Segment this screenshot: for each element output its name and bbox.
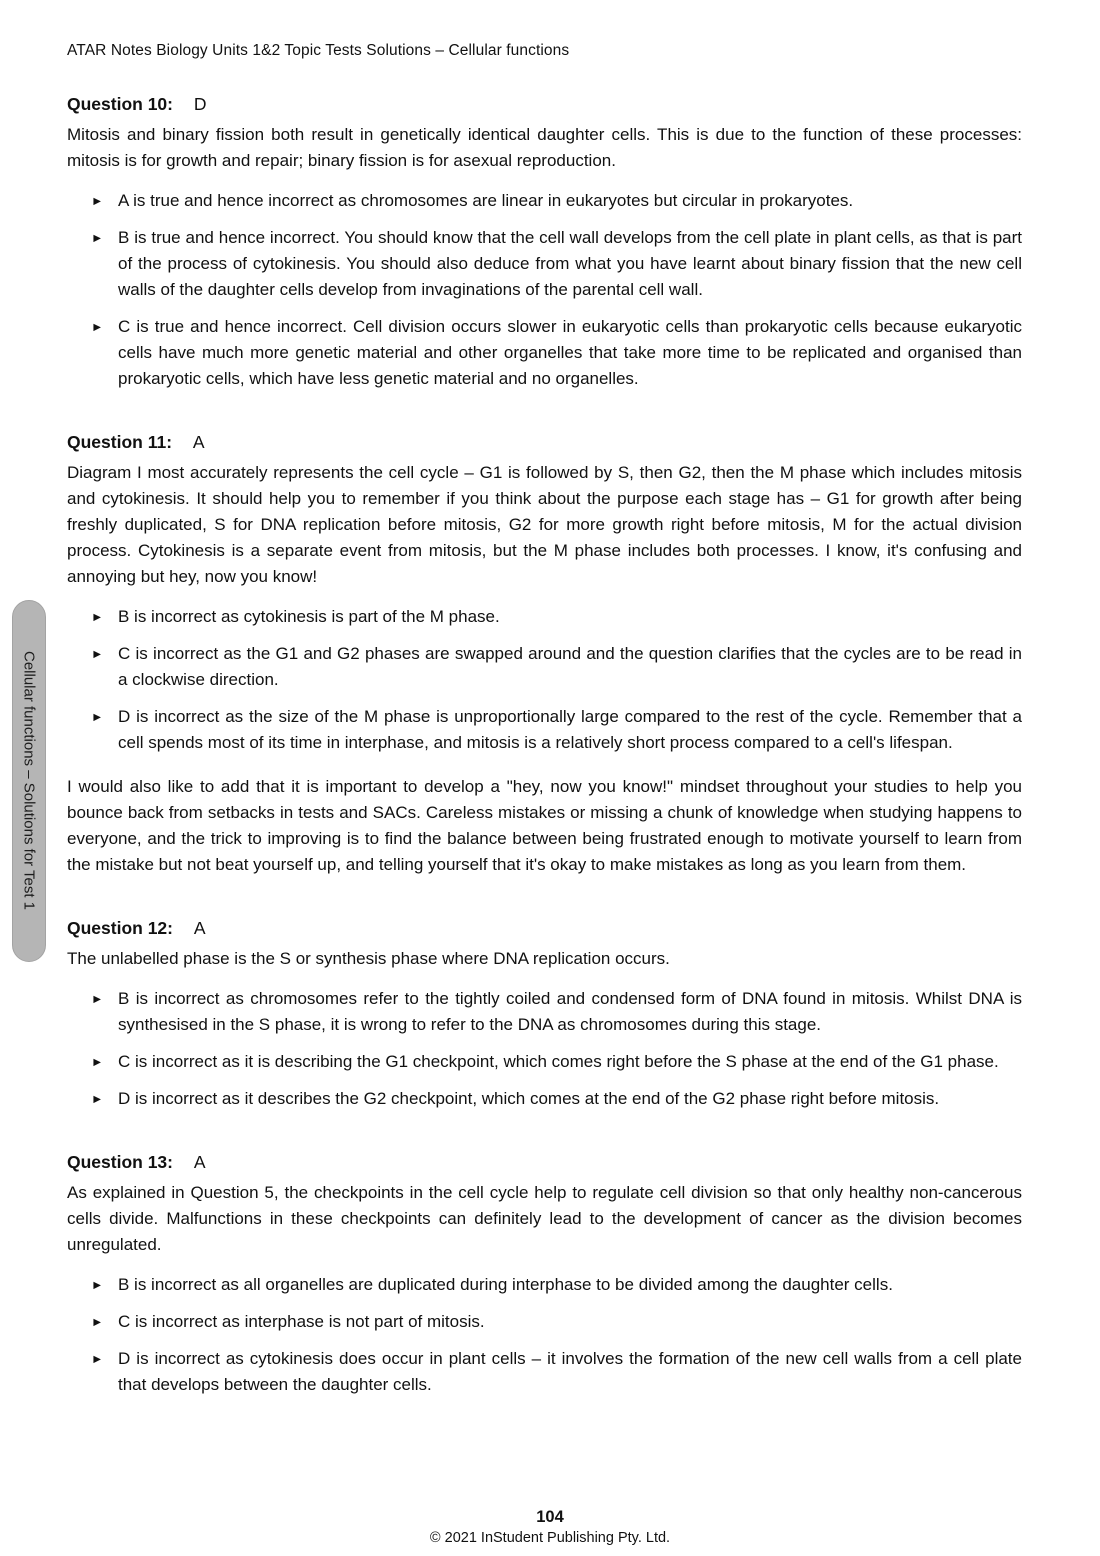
bullet-text: C is incorrect as the G1 and G2 phases are swapped around and the question clarifies that the cycles are to be read in a clockwise direction. (118, 644, 1022, 689)
bullet-item (67, 1309, 1022, 1335)
bullet-item (67, 604, 1022, 630)
advice-paragraph: I would also like to add that it is important to develop a "hey, now you know!" mindset throughout your studies to help you bounce back from setbacks in tests and SACs. Careless mistakes or missing a chunk of knowledge when studying happens to everyone, and the trick to improving is to find the balance between being frustrated enough to motivate yourself to learn from the mistake but not beat yourself up, and telling yourself that it's okay to make mistakes as long as you learn from them. (67, 777, 1022, 874)
document-footer (0, 1508, 1100, 1546)
triangle-bullet-icon: ► (91, 231, 104, 245)
question-label: Question 12: (67, 918, 173, 938)
bullet-item (67, 986, 1022, 1038)
triangle-bullet-icon: ► (91, 1278, 104, 1292)
bullet-item (67, 225, 1022, 303)
triangle-bullet-icon: ► (91, 1092, 104, 1106)
bullet-text: C is true and hence incorrect. Cell division occurs slower in eukaryotic cells than prokaryotic cells because eukaryotic cells have much more genetic material and other organelles that take more time to be replicated and organised than prokaryotic cells, which have less genetic material and no organelles. (118, 317, 1022, 388)
question-heading (67, 430, 1022, 454)
bullet-text: A is true and hence incorrect as chromosomes are linear in eukaryotes but circular in prokaryotes. (118, 191, 854, 210)
bullet-list (67, 188, 1022, 392)
question-12-section (67, 916, 1022, 1112)
question-label: Question 11: (67, 432, 173, 452)
sidebar-tab-label: Cellular functions – Solutions for Test 1 (20, 651, 38, 911)
bullet-item (67, 1346, 1022, 1398)
bullet-item (67, 1049, 1022, 1075)
triangle-bullet-icon: ► (91, 194, 104, 208)
question-answer: A (193, 1152, 206, 1172)
bullet-item (67, 188, 1022, 214)
page-number: 104 (536, 1508, 564, 1526)
document-header: ATAR Notes Biology Units 1&2 Topic Tests Solutions – Cellular functions (67, 42, 570, 59)
question-label: Question 13: (67, 1152, 173, 1172)
triangle-bullet-icon: ► (91, 647, 104, 661)
question-answer: A (193, 918, 206, 938)
bullet-item (67, 314, 1022, 392)
bullet-item (67, 641, 1022, 693)
bullet-list (67, 986, 1022, 1112)
question-intro: The unlabelled phase is the S or synthesis phase where DNA replication occurs. (67, 949, 670, 968)
bullet-text: D is incorrect as cytokinesis does occur in plant cells – it involves the formation of the new cell walls from a cell plate that develops between the daughter cells. (118, 1349, 1022, 1394)
bullet-text: B is true and hence incorrect. You should know that the cell wall develops from the cell plate in plant cells, as that is part of the process of cytokinesis. You should also deduce from what you have learnt about binary fission that the new cell walls of the daughter cells develop from invaginations of the parental cell wall. (118, 228, 1022, 299)
content (67, 92, 1022, 1409)
question-heading (67, 1150, 1022, 1174)
bullet-text: B is incorrect as chromosomes refer to the tightly coiled and condensed form of DNA found in mitosis. Whilst DNA is synthesised in the S phase, it is wrong to refer to the DNA as chromosomes during this stage. (118, 989, 1022, 1034)
question-intro: Diagram I most accurately represents the cell cycle – G1 is followed by S, then G2, then the M phase which includes mitosis and cytokinesis. It should help you to remember if you think about the purpose each stage has – G1 for growth after being freshly duplicated, S for DNA replication before mitosis, G2 for more growth right before mitosis, M for the actual division process. Cytokinesis is a separate event from mitosis, but the M phase includes both processes. I know, it's confusing and annoying but hey, now you know! (67, 463, 1022, 586)
question-13-section (67, 1150, 1022, 1398)
bullet-text: D is incorrect as it describes the G2 checkpoint, which comes at the end of the G2 phase right before mitosis. (118, 1089, 940, 1108)
bullet-text: C is incorrect as it is describing the G1 checkpoint, which comes right before the S phase at the end of the G1 phase. (118, 1052, 999, 1071)
triangle-bullet-icon: ► (91, 710, 104, 724)
question-answer: D (193, 94, 207, 114)
triangle-bullet-icon: ► (91, 610, 104, 624)
triangle-bullet-icon: ► (91, 320, 104, 334)
triangle-bullet-icon: ► (91, 1352, 104, 1366)
bullet-text: C is incorrect as interphase is not part of mitosis. (118, 1312, 485, 1331)
bullet-text: B is incorrect as cytokinesis is part of the M phase. (118, 607, 500, 626)
question-intro: As explained in Question 5, the checkpoints in the cell cycle help to regulate cell division so that only healthy non-cancerous cells divide. Malfunctions in these checkpoints can definitely lead to the development of cancer as the division becomes unregulated. (67, 1183, 1022, 1254)
bullet-item (67, 1086, 1022, 1112)
triangle-bullet-icon: ► (91, 1315, 104, 1329)
question-heading (67, 92, 1022, 116)
bullet-list (67, 1272, 1022, 1398)
copyright-line: © 2021 InStudent Publishing Pty. Ltd. (429, 1530, 671, 1546)
bullet-item (67, 1272, 1022, 1298)
sidebar-tab (12, 600, 46, 962)
bullet-list (67, 604, 1022, 756)
bullet-text: D is incorrect as the size of the M phase is unproportionally large compared to the rest of the cycle. Remember that a cell spends most of its time in interphase, and mitosis is a relatively short process compared to a cell's lifespan. (118, 707, 1022, 752)
question-intro: Mitosis and binary fission both result in genetically identical daughter cells. This is due to the function of these processes: mitosis is for growth and repair; binary fission is for asexual reproduction. (67, 125, 1022, 170)
question-heading (67, 916, 1022, 940)
triangle-bullet-icon: ► (91, 992, 104, 1006)
bullet-item (67, 704, 1022, 756)
question-10-section (67, 92, 1022, 392)
triangle-bullet-icon: ► (91, 1055, 104, 1069)
bullet-text: B is incorrect as all organelles are duplicated during interphase to be divided among the daughter cells. (118, 1275, 893, 1294)
question-answer: A (192, 432, 205, 452)
question-11-section (67, 430, 1022, 878)
question-label: Question 10: (67, 94, 173, 114)
